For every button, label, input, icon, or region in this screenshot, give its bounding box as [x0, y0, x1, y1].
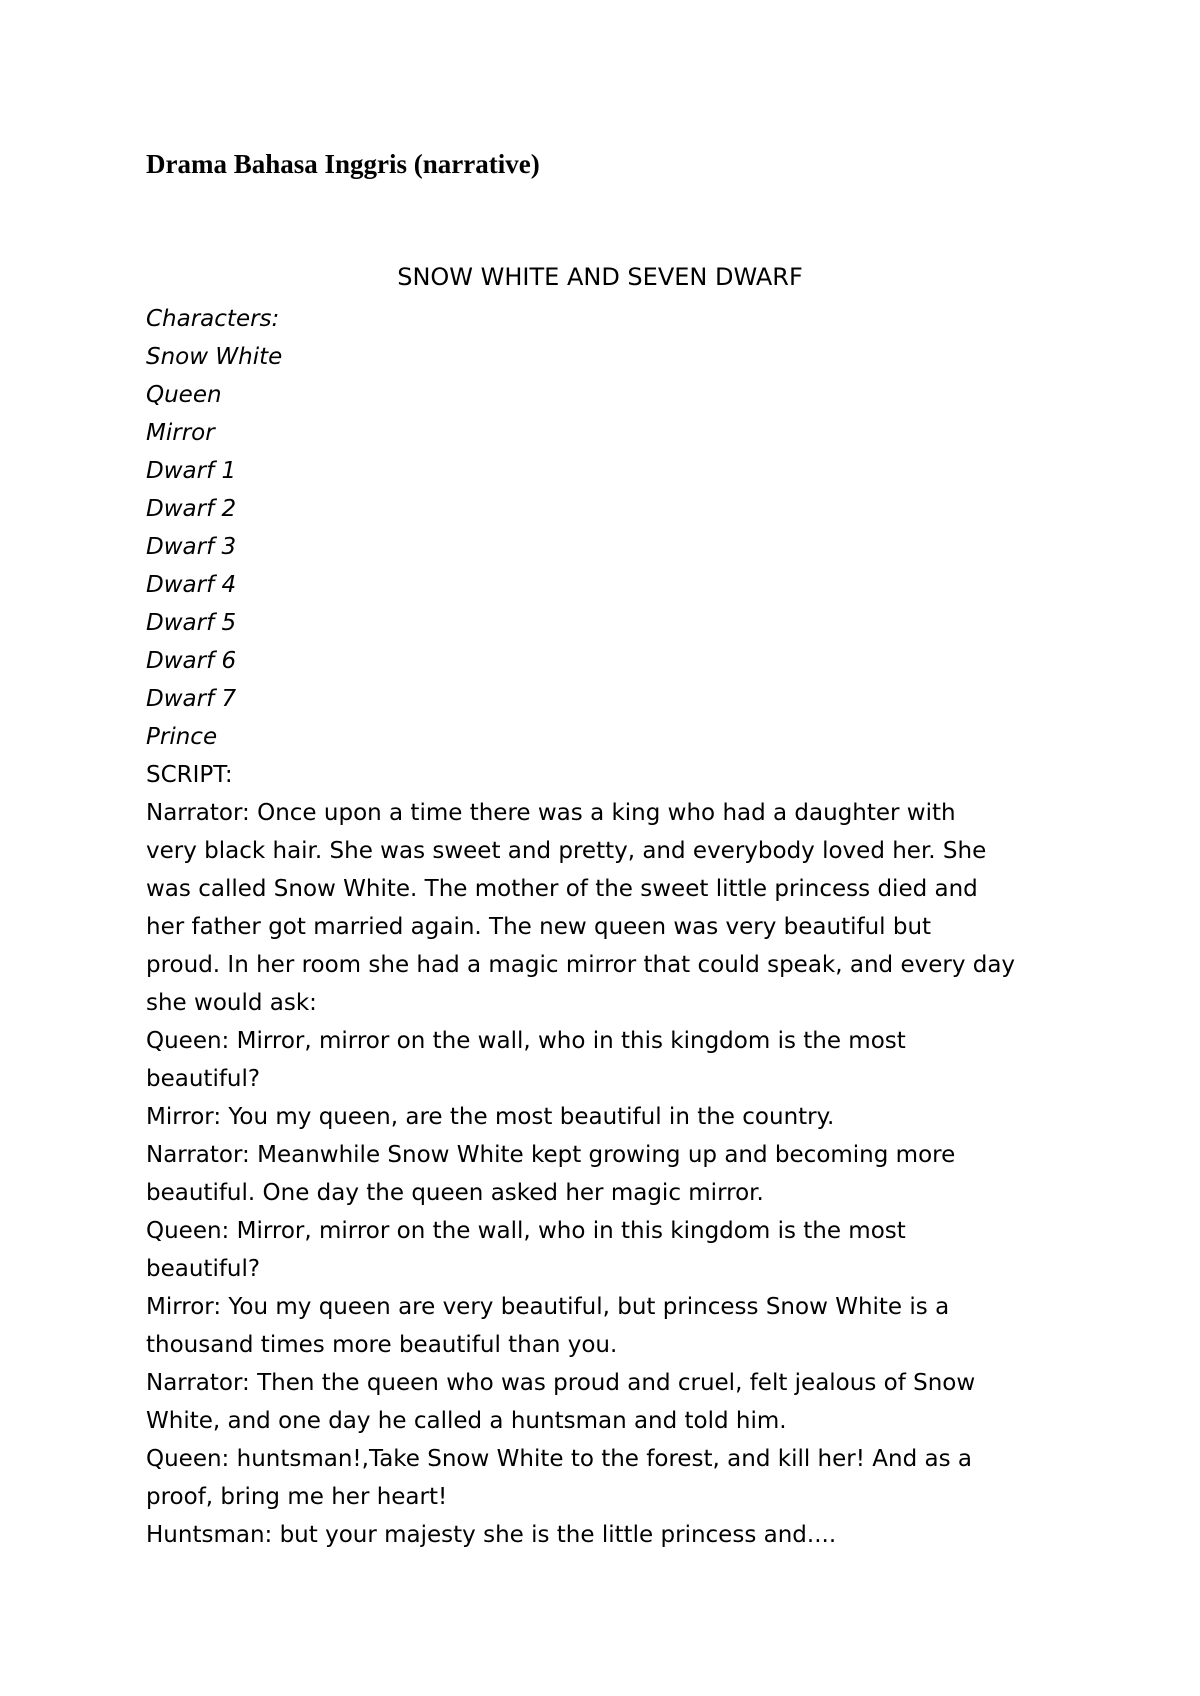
script-line: Narrator: Then the queen who was proud and cruel, felt jealous of Snow	[146, 1370, 976, 1396]
characters-label: Characters:	[146, 306, 280, 332]
script-line: Queen: Mirror, mirror on the wall, who in this kingdom is the most	[146, 1028, 906, 1054]
character-item: Dwarf 4	[146, 572, 237, 598]
character-item: Dwarf 1	[146, 458, 237, 484]
script-line: beautiful. One day the queen asked her magic mirror.	[146, 1180, 764, 1206]
script-line: her father got married again. The new queen was very beautiful but	[146, 914, 932, 940]
character-item: Mirror	[146, 420, 215, 446]
script-line: she would ask:	[146, 990, 317, 1016]
character-item: Dwarf 7	[146, 686, 237, 712]
script-paragraph	[146, 794, 1086, 1022]
script-line: was called Snow White. The mother of the sweet little princess died and	[146, 876, 978, 902]
script-paragraph	[146, 1022, 1086, 1098]
character-item: Queen	[146, 382, 222, 408]
script-line: thousand times more beautiful than you.	[146, 1332, 618, 1358]
script-paragraph	[146, 1136, 1086, 1212]
script-line: Narrator: Meanwhile Snow White kept growing up and becoming more	[146, 1142, 956, 1168]
play-title: SNOW WHITE AND SEVEN DWARF	[397, 263, 803, 291]
script-line: proof, bring me her heart!	[146, 1484, 448, 1510]
character-item: Dwarf 6	[146, 648, 237, 674]
script-line: beautiful?	[146, 1256, 261, 1282]
script-line: proud. In her room she had a magic mirror that could speak, and every day	[146, 952, 1016, 978]
script-paragraph	[146, 1212, 1086, 1288]
character-item: Dwarf 5	[146, 610, 237, 636]
script-line: Queen: Mirror, mirror on the wall, who in this kingdom is the most	[146, 1218, 906, 1244]
document-body	[146, 300, 1086, 1554]
character-item: Prince	[146, 724, 218, 750]
script-paragraph	[146, 1288, 1086, 1364]
script-line: Queen: huntsman!,Take Snow White to the forest, and kill her! And as a	[146, 1446, 972, 1472]
character-item: Dwarf 3	[146, 534, 237, 560]
script-text	[146, 794, 1086, 1554]
script-line: Mirror: You my queen are very beautiful, but princess Snow White is a	[146, 1294, 950, 1320]
script-line: Huntsman: but your majesty she is the little princess and....	[146, 1522, 837, 1548]
document-heading: Drama Bahasa Inggris (narrative)	[146, 149, 540, 179]
script-line: beautiful?	[146, 1066, 261, 1092]
script-line: very black hair. She was sweet and pretty, and everybody loved her. She	[146, 838, 987, 864]
script-line: White, and one day he called a huntsman and told him.	[146, 1408, 787, 1434]
script-paragraph	[146, 1364, 1086, 1440]
script-line: Mirror: You my queen, are the most beautiful in the country.	[146, 1104, 835, 1130]
script-paragraph	[146, 1440, 1086, 1516]
script-paragraph	[146, 1516, 1086, 1554]
character-item: Dwarf 2	[146, 496, 237, 522]
characters-list	[146, 300, 1086, 756]
script-line: Narrator: Once upon a time there was a king who had a daughter with	[146, 800, 956, 826]
character-item: Snow White	[146, 344, 283, 370]
script-paragraph	[146, 1098, 1086, 1136]
script-label: SCRIPT:	[146, 762, 233, 788]
